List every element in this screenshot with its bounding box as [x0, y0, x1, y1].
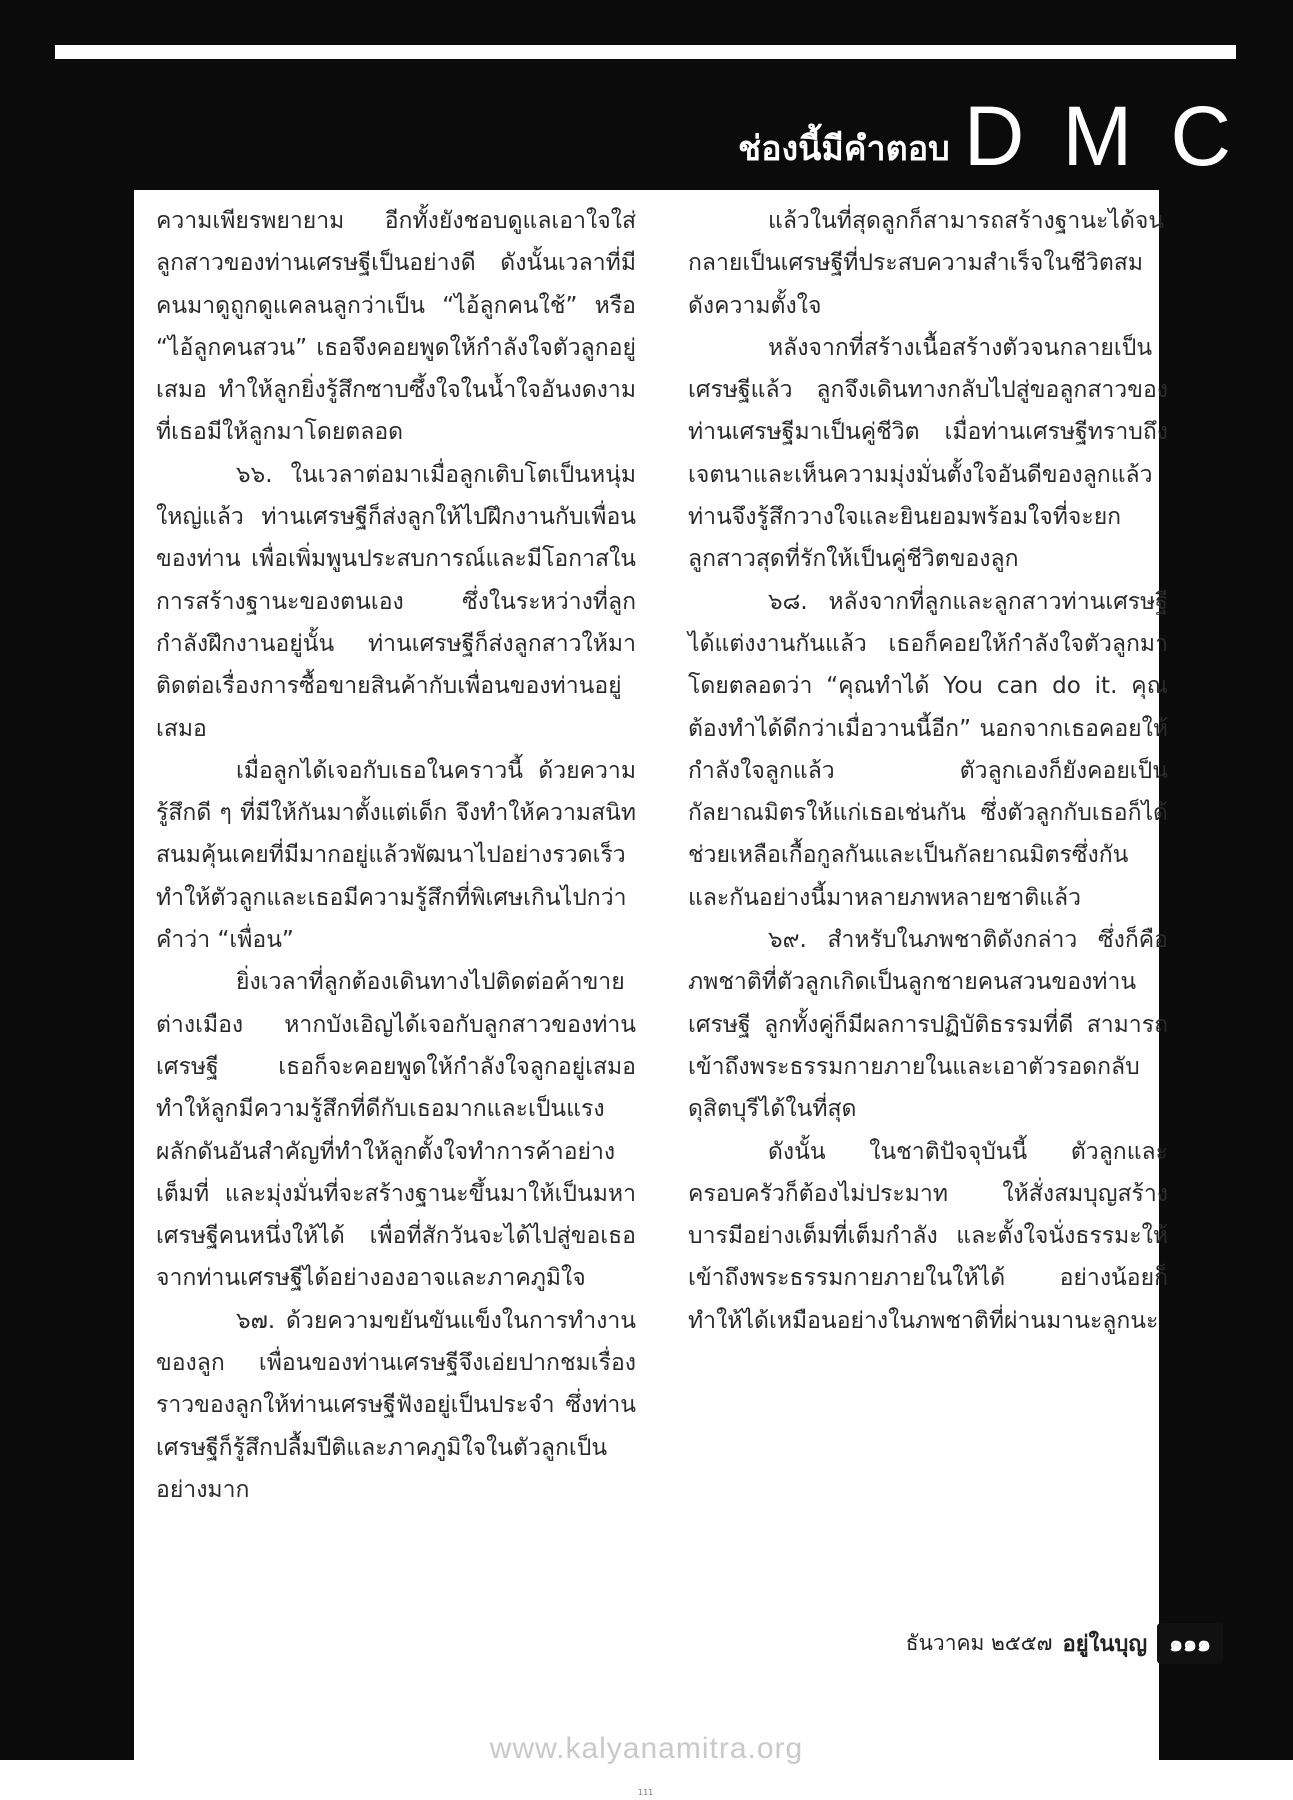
paragraph: ความเพียรพยายาม อีกทั้งยังชอบดูแลเอาใจใส่ลูกสาวของท่านเศรษฐีเป็นอย่างดี ดังนั้นเวลาที่มีคนมาดูถูกดูแคลนลูกว่าเป็น “ไอ้ลูกคนใช้” หรือ “ไอ้ลูกคนสวน” เธอจึงคอยพูดให้กำลังใจตัวลูกอยู่เสมอ ทำให้ลูกยิ่งรู้สึกซาบซึ้งใจในน้ำใจอันงดงามที่เธอมีให้ลูกมาโดยตลอด [156, 208, 636, 446]
paragraph: ๖๖. ในเวลาต่อมาเมื่อลูกเติบโตเป็นหนุ่มใหญ่แล้ว ท่านเศรษฐีก็ส่งลูกให้ไปฝึกงานกับเพื่อนของท่าน เพื่อเพิ่มพูนประสบการณ์และมีโอกาสในการสร้างฐานะของตนเอง ซึ่งในระหว่างที่ลูกกำลังฝึกงานอยู่นั้น ท่านเศรษฐีก็ส่งลูกสาวให้มาติดต่อเรื่องการซื้อขายสินค้ากับเพื่อนของท่านอยู่เสมอ [156, 461, 636, 742]
issue-date: ธันวาคม ๒๕๕๗ [905, 1630, 1053, 1655]
magazine-name: อยู่ในบุญ [1062, 1631, 1148, 1657]
section-title: ช่องนี้มีคำตอบ [738, 129, 950, 169]
paragraph: หลังจากที่สร้างเนื้อสร้างตัวจนกลายเป็นเศรษฐีแล้ว ลูกจึงเดินทางกลับไปสู่ขอลูกสาวของท่านเศรษฐีมาเป็นคู่ชีวิต เมื่อท่านเศรษฐีทราบถึงเจตนาและเห็นความมุ่งมั่นตั้งใจอันดีของลูกแล้ว ท่านจึงรู้สึกวางใจและยินยอมพร้อมใจที่จะยกลูกสาวสุดที่รักให้เป็นคู่ชีวิตของลูก [688, 334, 1168, 573]
paragraph: ๖๘. หลังจากที่ลูกและลูกสาวท่านเศรษฐีได้แต่งงานกันแล้ว เธอก็คอยให้กำลังใจตัวลูกมาโดยตลอดว่า “คุณทำได้ You can do it. คุณต้องทำได้ดีกว่าเมื่อวานนี้อีก” นอกจากเธอคอยให้กำลังใจลูกแล้ว ตัวลูกเองก็ยังคอยเป็นกัลยาณมิตรให้แก่เธอเช่นกัน ซึ่งตัวลูกกับเธอก็ได้ช่วยเหลือเกื้อกูลกันและเป็นกัลยาณมิตรซึ่งกันและกันอย่างนี้มาหลายภพหลายชาติแล้ว [688, 588, 1168, 911]
print-mark: 111 [638, 1788, 654, 1797]
dmc-logo: DMC [963, 89, 1269, 183]
page-body [134, 190, 1168, 1762]
left-column [156, 200, 636, 1511]
paragraph: ๖๙. สำหรับในภพชาติดังกล่าว ซึ่งก็คือภพชาติที่ตัวลูกเกิดเป็นลูกชายคนสวนของท่านเศรษฐี ลูกทั้งคู่ก็มีผลการปฏิบัติธรรมที่ดี สามารถเข้าถึงพระธรรมกายภายในและเอาตัวรอดกลับดุสิตบุรีได้ในที่สุด [688, 927, 1168, 1123]
top-rule [55, 45, 1236, 59]
section-header [738, 88, 1269, 183]
paragraph: เมื่อลูกได้เจอกับเธอในคราวนี้ ด้วยความรู้สึกดี ๆ ที่มีให้กันมาตั้งแต่เด็ก จึงทำให้ความสนิทสนมคุ้นเคยที่มีมากอยู่แล้วพัฒนาไปอย่างรวดเร็ว ทำให้ตัวลูกและเธอมีความรู้สึกที่พิเศษเกินไปกว่าคำว่า “เพื่อน” [156, 757, 636, 954]
watermark: www.kalyanamitra.org [489, 1732, 804, 1765]
paragraph: ยิ่งเวลาที่ลูกต้องเดินทางไปติดต่อค้าขายต่างเมือง หากบังเอิญได้เจอกับลูกสาวของท่านเศรษฐี เธอก็จะคอยพูดให้กำลังใจลูกอยู่เสมอ ทำให้ลูกมีความรู้สึกที่ดีกับเธอมากและเป็นแรงผลักดันอันสำคัญที่ทำให้ลูกตั้งใจทำการค้าอย่างเต็มที่ และมุ่งมั่นที่จะสร้างฐานะขึ้นมาให้เป็นมหาเศรษฐีคนหนึ่งให้ได้ เพื่อที่สักวันจะได้ไปสู่ขอเธอจากท่านเศรษฐีได้อย่างองอาจและภาคภูมิใจ [156, 969, 636, 1292]
page-number-badge: ๑๑๑ [1157, 1623, 1223, 1664]
paragraph: ๖๗. ด้วยความขยันขันแข็งในการทำงานของลูก เพื่อนของท่านเศรษฐีจึงเอ่ยปากชมเรื่องราวของลูกให้ท่านเศรษฐีฟังอยู่เป็นประจำ ซึ่งท่านเศรษฐีก็รู้สึกปลื้มปีติและภาคภูมิใจในตัวลูกเป็นอย่างมาก [156, 1307, 636, 1503]
paragraph: แล้วในที่สุดลูกก็สามารถสร้างฐานะได้จนกลายเป็นเศรษฐีที่ประสบความสำเร็จในชีวิตสมดังความตั้งใจ [688, 208, 1165, 319]
paragraph: ดังนั้น ในชาติปัจจุบันนี้ ตัวลูกและครอบครัวก็ต้องไม่ประมาท ให้สั่งสมบุญสร้างบารมีอย่างเต็มที่เต็มกำลัง และตั้งใจนั่งธรรมะให้เข้าถึงพระธรรมกายภายในให้ได้ อย่างน้อยก็ทำให้ได้เหมือนอย่างในภพชาติที่ผ่านมานะลูกนะ [688, 1138, 1168, 1334]
right-column [688, 200, 1168, 1342]
page-footer [906, 1622, 1223, 1664]
